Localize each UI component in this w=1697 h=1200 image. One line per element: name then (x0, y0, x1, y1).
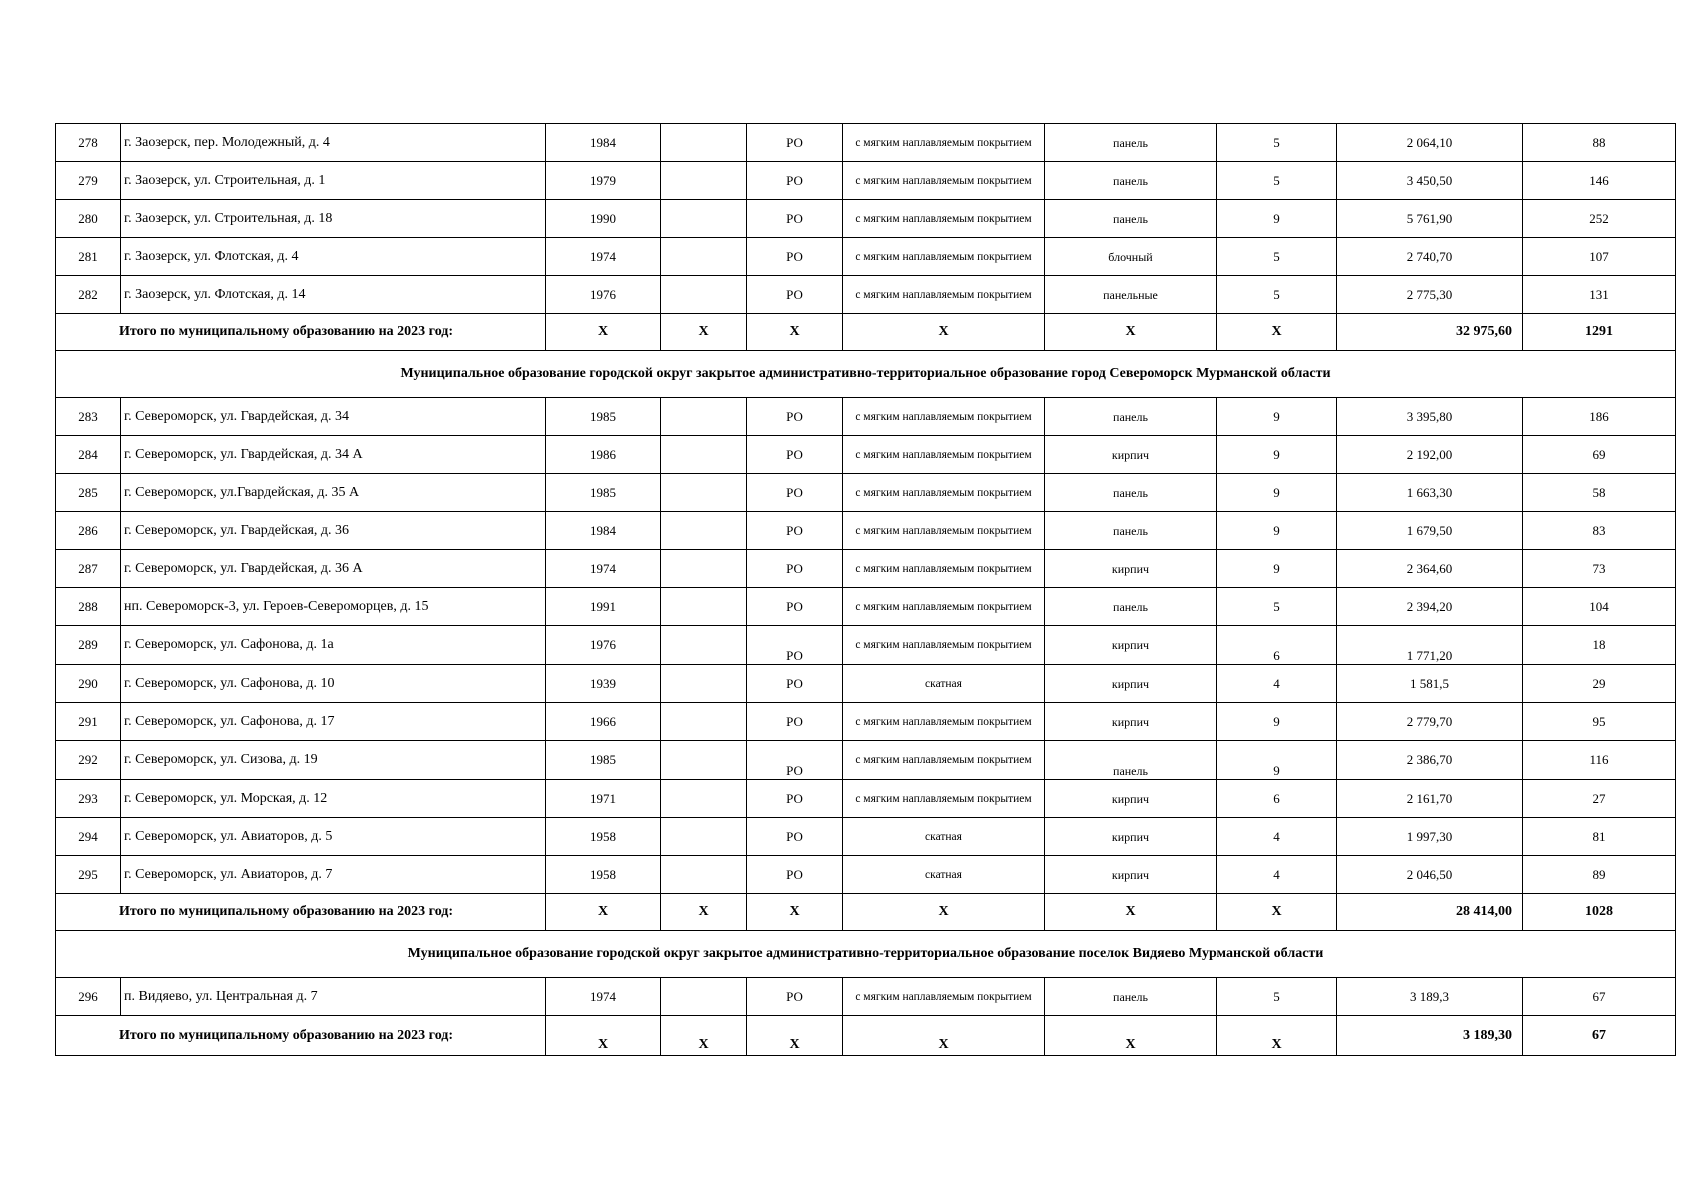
area-cell: 2 386,70 (1337, 741, 1523, 780)
residents-cell: 81 (1523, 818, 1676, 856)
roof-type-cell: с мягким наплавляемым покрытием (843, 512, 1045, 550)
empty-cell (661, 550, 747, 588)
wall-material-cell: кирпич (1045, 665, 1217, 703)
empty-cell (661, 780, 747, 818)
wall-material-cell: кирпич (1045, 626, 1217, 665)
wall-material-cell: кирпич (1045, 780, 1217, 818)
area-cell: 5 761,90 (1337, 200, 1523, 238)
empty-cell (661, 741, 747, 780)
area-cell: 2 161,70 (1337, 780, 1523, 818)
table-row (56, 588, 1676, 626)
floors-cell: 9 (1217, 436, 1337, 474)
roof-type-cell: с мягким наплавляемым покрытием (843, 703, 1045, 741)
roof-type-cell: с мягким наплавляемым покрытием (843, 978, 1045, 1016)
year-cell: 1985 (546, 741, 661, 780)
subtotal-x-cell: X (546, 314, 661, 351)
empty-cell (661, 512, 747, 550)
address-cell: г. Заозерск, ул. Строительная, д. 1 (121, 162, 546, 200)
subtotal-x-cell: X (1045, 894, 1217, 931)
table-row (56, 276, 1676, 314)
row-number-cell: 285 (56, 474, 121, 512)
floors-cell: 5 (1217, 124, 1337, 162)
residents-cell: 116 (1523, 741, 1676, 780)
roof-type-cell: с мягким наплавляемым покрытием (843, 436, 1045, 474)
area-cell: 2 779,70 (1337, 703, 1523, 741)
roof-type-cell: с мягким наплавляемым покрытием (843, 162, 1045, 200)
address-cell: г. Североморск, ул. Сафонова, д. 1а (121, 626, 546, 665)
roof-type-cell: с мягким наплавляемым покрытием (843, 238, 1045, 276)
year-cell: 1986 (546, 436, 661, 474)
wall-material-cell: кирпич (1045, 856, 1217, 894)
year-cell: 1976 (546, 626, 661, 665)
row-number-cell: 283 (56, 398, 121, 436)
wall-material-cell: кирпич (1045, 436, 1217, 474)
table-body (56, 124, 1676, 1056)
table-row (56, 978, 1676, 1016)
area-cell: 1 663,30 (1337, 474, 1523, 512)
roof-type-cell: скатная (843, 856, 1045, 894)
wall-material-cell: панель (1045, 474, 1217, 512)
residents-cell: 18 (1523, 626, 1676, 665)
year-cell: 1985 (546, 474, 661, 512)
roof-type-cell: скатная (843, 818, 1045, 856)
table-row (56, 856, 1676, 894)
fund-cell: РО (747, 276, 843, 314)
address-cell: п. Видяево, ул. Центральная д. 7 (121, 978, 546, 1016)
fund-cell: РО (747, 703, 843, 741)
empty-cell (661, 276, 747, 314)
residents-cell: 69 (1523, 436, 1676, 474)
row-number-cell: 284 (56, 436, 121, 474)
subtotal-x-cell: X (747, 314, 843, 351)
subtotal-x-cell: X (843, 1016, 1045, 1056)
municipality-header: Муниципальное образование городской округ закрытое административно-территориальное образование город Североморск Мурманской области (56, 351, 1676, 398)
table-row (56, 780, 1676, 818)
empty-cell (661, 665, 747, 703)
fund-cell: РО (747, 588, 843, 626)
residents-cell: 89 (1523, 856, 1676, 894)
address-cell: г. Заозерск, ул. Флотская, д. 14 (121, 276, 546, 314)
subtotal-label: Итого по муниципальному образованию на 2023 год: (56, 314, 546, 351)
fund-cell: РО (747, 626, 843, 665)
residents-cell: 95 (1523, 703, 1676, 741)
row-number-cell: 296 (56, 978, 121, 1016)
fund-cell: РО (747, 124, 843, 162)
floors-cell: 9 (1217, 741, 1337, 780)
subtotal-row (56, 314, 1676, 351)
subtotal-x-cell: X (1045, 314, 1217, 351)
year-cell: 1966 (546, 703, 661, 741)
roof-type-cell: с мягким наплавляемым покрытием (843, 550, 1045, 588)
row-number-cell: 289 (56, 626, 121, 665)
row-number-cell: 292 (56, 741, 121, 780)
residents-cell: 27 (1523, 780, 1676, 818)
row-number-cell: 293 (56, 780, 121, 818)
area-cell: 1 997,30 (1337, 818, 1523, 856)
subtotal-x-cell: X (661, 1016, 747, 1056)
area-cell: 2 740,70 (1337, 238, 1523, 276)
subtotal-x-cell: X (546, 1016, 661, 1056)
subtotal-label: Итого по муниципальному образованию на 2023 год: (56, 894, 546, 931)
subtotal-row (56, 894, 1676, 931)
floors-cell: 9 (1217, 474, 1337, 512)
table-row (56, 665, 1676, 703)
address-cell: г. Заозерск, ул. Флотская, д. 4 (121, 238, 546, 276)
year-cell: 1974 (546, 238, 661, 276)
address-cell: г. Североморск, ул. Сизова, д. 19 (121, 741, 546, 780)
residents-cell: 73 (1523, 550, 1676, 588)
wall-material-cell: панель (1045, 398, 1217, 436)
residents-cell: 131 (1523, 276, 1676, 314)
row-number-cell: 290 (56, 665, 121, 703)
floors-cell: 4 (1217, 665, 1337, 703)
wall-material-cell: кирпич (1045, 550, 1217, 588)
floors-cell: 9 (1217, 703, 1337, 741)
table-row (56, 124, 1676, 162)
row-number-cell: 291 (56, 703, 121, 741)
area-cell: 2 192,00 (1337, 436, 1523, 474)
residents-cell: 186 (1523, 398, 1676, 436)
municipality-header: Муниципальное образование городской округ закрытое административно-территориальное образование поселок Видяево Мурманской области (56, 931, 1676, 978)
address-cell: г. Заозерск, ул. Строительная, д. 18 (121, 200, 546, 238)
subtotal-x-cell: X (747, 1016, 843, 1056)
subtotal-x-cell: X (1217, 894, 1337, 931)
year-cell: 1976 (546, 276, 661, 314)
floors-cell: 5 (1217, 238, 1337, 276)
address-cell: г. Североморск, ул. Авиаторов, д. 5 (121, 818, 546, 856)
empty-cell (661, 588, 747, 626)
year-cell: 1971 (546, 780, 661, 818)
empty-cell (661, 238, 747, 276)
table-row (56, 398, 1676, 436)
fund-cell: РО (747, 512, 843, 550)
year-cell: 1958 (546, 856, 661, 894)
residents-cell: 104 (1523, 588, 1676, 626)
subtotal-x-cell: X (661, 894, 747, 931)
wall-material-cell: панель (1045, 741, 1217, 780)
table-row (56, 626, 1676, 665)
floors-cell: 5 (1217, 588, 1337, 626)
table-row (56, 162, 1676, 200)
floors-cell: 5 (1217, 276, 1337, 314)
year-cell: 1958 (546, 818, 661, 856)
empty-cell (661, 978, 747, 1016)
year-cell: 1984 (546, 124, 661, 162)
floors-cell: 6 (1217, 780, 1337, 818)
floors-cell: 6 (1217, 626, 1337, 665)
fund-cell: РО (747, 856, 843, 894)
area-cell: 3 395,80 (1337, 398, 1523, 436)
empty-cell (661, 703, 747, 741)
floors-cell: 9 (1217, 200, 1337, 238)
fund-cell: РО (747, 436, 843, 474)
year-cell: 1979 (546, 162, 661, 200)
area-cell: 3 189,3 (1337, 978, 1523, 1016)
subtotal-x-cell: X (1045, 1016, 1217, 1056)
roof-type-cell: с мягким наплавляемым покрытием (843, 626, 1045, 665)
area-cell: 2 046,50 (1337, 856, 1523, 894)
residents-cell: 67 (1523, 978, 1676, 1016)
year-cell: 1939 (546, 665, 661, 703)
year-cell: 1990 (546, 200, 661, 238)
roof-type-cell: с мягким наплавляемым покрытием (843, 124, 1045, 162)
address-cell: г. Североморск, ул. Авиаторов, д. 7 (121, 856, 546, 894)
roof-type-cell: с мягким наплавляемым покрытием (843, 588, 1045, 626)
address-cell: г. Североморск, ул.Гвардейская, д. 35 А (121, 474, 546, 512)
wall-material-cell: панель (1045, 124, 1217, 162)
wall-material-cell: панель (1045, 512, 1217, 550)
row-number-cell: 294 (56, 818, 121, 856)
area-cell: 2 064,10 (1337, 124, 1523, 162)
empty-cell (661, 200, 747, 238)
subtotal-x-cell: X (843, 314, 1045, 351)
address-cell: г. Североморск, ул. Гвардейская, д. 34 (121, 398, 546, 436)
empty-cell (661, 124, 747, 162)
area-cell: 2 364,60 (1337, 550, 1523, 588)
subtotal-area: 32 975,60 (1337, 314, 1523, 351)
subtotal-label: Итого по муниципальному образованию на 2023 год: (56, 1016, 546, 1056)
floors-cell: 5 (1217, 162, 1337, 200)
subtotal-row (56, 1016, 1676, 1056)
address-cell: г. Североморск, ул. Гвардейская, д. 36 (121, 512, 546, 550)
subtotal-x-cell: X (747, 894, 843, 931)
residents-cell: 107 (1523, 238, 1676, 276)
row-number-cell: 286 (56, 512, 121, 550)
fund-cell: РО (747, 238, 843, 276)
fund-cell: РО (747, 162, 843, 200)
empty-cell (661, 398, 747, 436)
roof-type-cell: с мягким наплавляемым покрытием (843, 276, 1045, 314)
floors-cell: 9 (1217, 398, 1337, 436)
year-cell: 1974 (546, 978, 661, 1016)
address-cell: г. Североморск, ул. Морская, д. 12 (121, 780, 546, 818)
table-row (56, 818, 1676, 856)
wall-material-cell: панель (1045, 200, 1217, 238)
floors-cell: 9 (1217, 512, 1337, 550)
year-cell: 1984 (546, 512, 661, 550)
empty-cell (661, 162, 747, 200)
table-row (56, 200, 1676, 238)
empty-cell (661, 626, 747, 665)
address-cell: г. Североморск, ул. Сафонова, д. 17 (121, 703, 546, 741)
empty-cell (661, 818, 747, 856)
subtotal-area: 28 414,00 (1337, 894, 1523, 931)
area-cell: 2 394,20 (1337, 588, 1523, 626)
residents-cell: 83 (1523, 512, 1676, 550)
subtotal-residents: 1291 (1523, 314, 1676, 351)
municipality-header-row (56, 351, 1676, 398)
subtotal-x-cell: X (546, 894, 661, 931)
fund-cell: РО (747, 550, 843, 588)
fund-cell: РО (747, 200, 843, 238)
floors-cell: 4 (1217, 818, 1337, 856)
table-row (56, 474, 1676, 512)
wall-material-cell: кирпич (1045, 703, 1217, 741)
fund-cell: РО (747, 818, 843, 856)
wall-material-cell: панельные (1045, 276, 1217, 314)
subtotal-x-cell: X (1217, 314, 1337, 351)
table-row (56, 238, 1676, 276)
address-cell: нп. Североморск-3, ул. Героев-Североморцев, д. 15 (121, 588, 546, 626)
residents-cell: 58 (1523, 474, 1676, 512)
table-row (56, 436, 1676, 474)
address-cell: г. Североморск, ул. Гвардейская, д. 36 А (121, 550, 546, 588)
row-number-cell: 295 (56, 856, 121, 894)
roof-type-cell: с мягким наплавляемым покрытием (843, 741, 1045, 780)
fund-cell: РО (747, 665, 843, 703)
housing-register-table (55, 123, 1676, 1056)
subtotal-x-cell: X (661, 314, 747, 351)
table-row (56, 741, 1676, 780)
residents-cell: 88 (1523, 124, 1676, 162)
empty-cell (661, 436, 747, 474)
row-number-cell: 288 (56, 588, 121, 626)
subtotal-x-cell: X (1217, 1016, 1337, 1056)
area-cell: 1 679,50 (1337, 512, 1523, 550)
roof-type-cell: скатная (843, 665, 1045, 703)
year-cell: 1991 (546, 588, 661, 626)
wall-material-cell: кирпич (1045, 818, 1217, 856)
area-cell: 3 450,50 (1337, 162, 1523, 200)
residents-cell: 146 (1523, 162, 1676, 200)
row-number-cell: 278 (56, 124, 121, 162)
row-number-cell: 281 (56, 238, 121, 276)
floors-cell: 4 (1217, 856, 1337, 894)
area-cell: 1 581,5 (1337, 665, 1523, 703)
subtotal-residents: 67 (1523, 1016, 1676, 1056)
subtotal-residents: 1028 (1523, 894, 1676, 931)
roof-type-cell: с мягким наплавляемым покрытием (843, 398, 1045, 436)
residents-cell: 252 (1523, 200, 1676, 238)
row-number-cell: 280 (56, 200, 121, 238)
wall-material-cell: панель (1045, 588, 1217, 626)
table-row (56, 550, 1676, 588)
row-number-cell: 287 (56, 550, 121, 588)
empty-cell (661, 474, 747, 512)
fund-cell: РО (747, 780, 843, 818)
empty-cell (661, 856, 747, 894)
floors-cell: 5 (1217, 978, 1337, 1016)
table-row (56, 512, 1676, 550)
subtotal-x-cell: X (843, 894, 1045, 931)
address-cell: г. Североморск, ул. Гвардейская, д. 34 А (121, 436, 546, 474)
wall-material-cell: панель (1045, 162, 1217, 200)
fund-cell: РО (747, 398, 843, 436)
residents-cell: 29 (1523, 665, 1676, 703)
wall-material-cell: блочный (1045, 238, 1217, 276)
subtotal-area: 3 189,30 (1337, 1016, 1523, 1056)
floors-cell: 9 (1217, 550, 1337, 588)
fund-cell: РО (747, 741, 843, 780)
area-cell: 1 771,20 (1337, 626, 1523, 665)
table-row (56, 703, 1676, 741)
area-cell: 2 775,30 (1337, 276, 1523, 314)
roof-type-cell: с мягким наплавляемым покрытием (843, 780, 1045, 818)
address-cell: г. Североморск, ул. Сафонова, д. 10 (121, 665, 546, 703)
municipality-header-row (56, 931, 1676, 978)
roof-type-cell: с мягким наплавляемым покрытием (843, 474, 1045, 512)
fund-cell: РО (747, 978, 843, 1016)
wall-material-cell: панель (1045, 978, 1217, 1016)
year-cell: 1985 (546, 398, 661, 436)
row-number-cell: 282 (56, 276, 121, 314)
row-number-cell: 279 (56, 162, 121, 200)
roof-type-cell: с мягким наплавляемым покрытием (843, 200, 1045, 238)
fund-cell: РО (747, 474, 843, 512)
address-cell: г. Заозерск, пер. Молодежный, д. 4 (121, 124, 546, 162)
year-cell: 1974 (546, 550, 661, 588)
